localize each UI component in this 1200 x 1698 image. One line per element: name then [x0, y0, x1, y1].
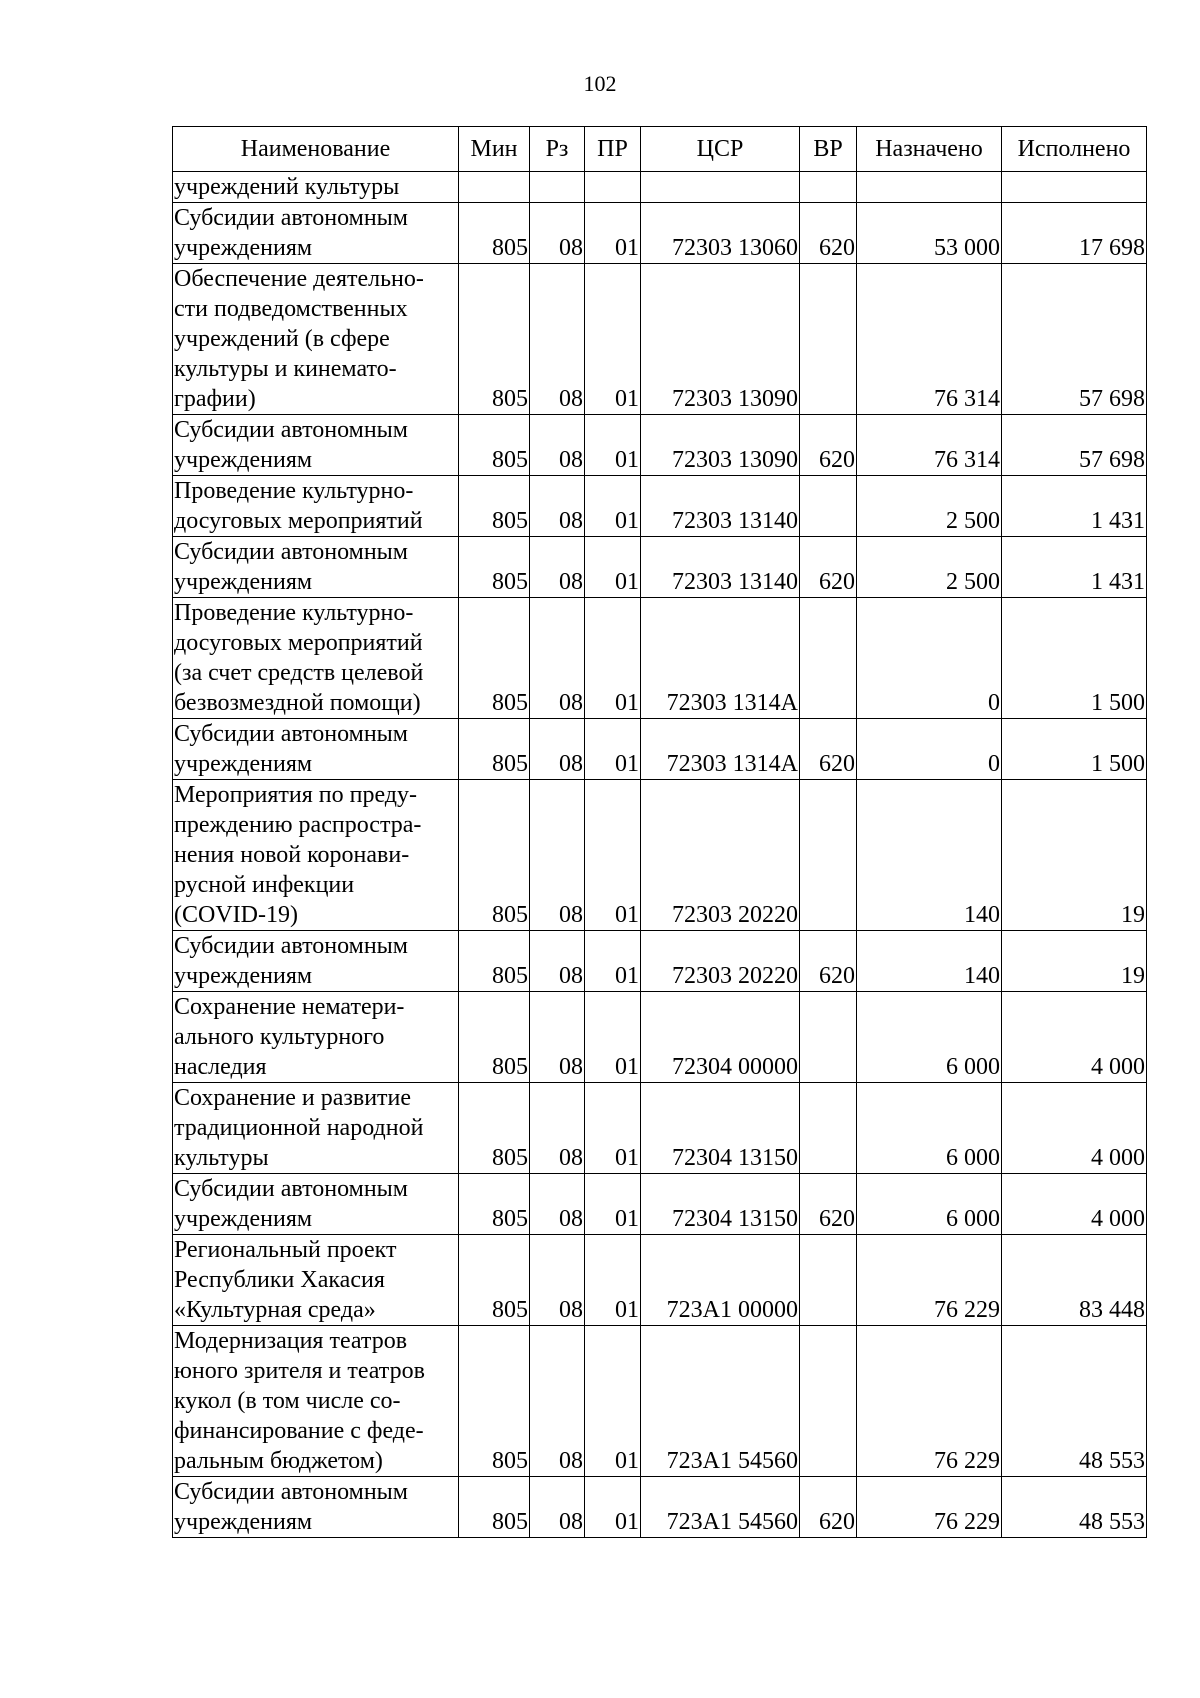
budget-table	[172, 126, 1147, 1538]
page-number: 102	[583, 71, 617, 96]
cell-executed: 19	[1002, 780, 1147, 931]
cell-vr	[800, 598, 857, 719]
cell-csr: 72303 13140	[641, 537, 800, 598]
cell-rz: 08	[530, 203, 585, 264]
cell-csr: 72304 00000	[641, 992, 800, 1083]
cell-name	[173, 719, 459, 780]
header-vr: ВР	[800, 127, 857, 172]
table-row	[173, 1326, 1147, 1477]
cell-min: 805	[459, 1235, 530, 1326]
cell-csr: 72303 20220	[641, 780, 800, 931]
row-label: Субсидии автономным учреждениям	[174, 1479, 408, 1535]
cell-assigned: 2 500	[857, 537, 1002, 598]
row-label: Сохранение и развитие традиционной народной культуры	[174, 1085, 424, 1171]
row-label: Проведение культурно- досуговых мероприятий	[174, 478, 423, 534]
cell-min: 805	[459, 415, 530, 476]
cell-name	[173, 415, 459, 476]
table-row	[173, 415, 1147, 476]
table-row	[173, 476, 1147, 537]
cell-name	[173, 1083, 459, 1174]
cell-name	[173, 172, 459, 203]
cell-executed: 48 553	[1002, 1326, 1147, 1477]
cell-csr: 72303 13060	[641, 203, 800, 264]
cell-pr: 01	[585, 1477, 641, 1538]
row-label: Субсидии автономным учреждениям	[174, 417, 408, 473]
header-assigned: Назначено	[857, 127, 1002, 172]
cell-executed: 4 000	[1002, 1174, 1147, 1235]
cell-name	[173, 1235, 459, 1326]
cell-assigned: 76 314	[857, 415, 1002, 476]
cell-executed: 83 448	[1002, 1235, 1147, 1326]
cell-pr: 01	[585, 719, 641, 780]
cell-rz: 08	[530, 537, 585, 598]
cell-vr	[800, 264, 857, 415]
table-row	[173, 264, 1147, 415]
table-row	[173, 203, 1147, 264]
cell-rz: 08	[530, 719, 585, 780]
cell-vr	[800, 476, 857, 537]
cell-min: 805	[459, 780, 530, 931]
row-label: Субсидии автономным учреждениям	[174, 205, 408, 261]
cell-csr: 72303 20220	[641, 931, 800, 992]
table-row	[173, 172, 1147, 203]
row-label: Проведение культурно- досуговых мероприятий (за счет средств целевой безвозмездной помощи)	[174, 600, 424, 716]
row-label: Модернизация театров юного зрителя и театров кукол (в том числе со- финансирование с феде- ральным бюджетом)	[174, 1328, 425, 1474]
cell-rz	[530, 172, 585, 203]
cell-min: 805	[459, 203, 530, 264]
cell-rz: 08	[530, 1477, 585, 1538]
cell-min: 805	[459, 719, 530, 780]
table-row	[173, 598, 1147, 719]
cell-rz: 08	[530, 931, 585, 992]
cell-assigned	[857, 172, 1002, 203]
cell-pr	[585, 172, 641, 203]
cell-pr: 01	[585, 476, 641, 537]
table-row	[173, 1174, 1147, 1235]
cell-rz: 08	[530, 1235, 585, 1326]
row-label: Субсидии автономным учреждениям	[174, 539, 408, 595]
cell-name	[173, 537, 459, 598]
table-row	[173, 537, 1147, 598]
cell-csr: 72303 1314А	[641, 598, 800, 719]
cell-rz: 08	[530, 992, 585, 1083]
cell-assigned: 6 000	[857, 1174, 1002, 1235]
cell-assigned: 0	[857, 598, 1002, 719]
cell-assigned: 2 500	[857, 476, 1002, 537]
cell-pr: 01	[585, 415, 641, 476]
cell-vr: 620	[800, 931, 857, 992]
header-csr: ЦСР	[641, 127, 800, 172]
cell-assigned: 76 314	[857, 264, 1002, 415]
row-label: Субсидии автономным учреждениям	[174, 933, 408, 989]
cell-assigned: 76 229	[857, 1477, 1002, 1538]
cell-executed: 48 553	[1002, 1477, 1147, 1538]
cell-rz: 08	[530, 598, 585, 719]
header-name: Наименование	[173, 127, 459, 172]
table-row	[173, 1083, 1147, 1174]
cell-vr: 620	[800, 719, 857, 780]
cell-vr	[800, 1083, 857, 1174]
cell-vr	[800, 1326, 857, 1477]
header-rz: Рз	[530, 127, 585, 172]
cell-name	[173, 931, 459, 992]
cell-executed	[1002, 172, 1147, 203]
cell-csr	[641, 172, 800, 203]
cell-csr: 72303 1314А	[641, 719, 800, 780]
cell-pr: 01	[585, 1326, 641, 1477]
cell-rz: 08	[530, 1174, 585, 1235]
cell-vr	[800, 172, 857, 203]
row-label: Субсидии автономным учреждениям	[174, 721, 408, 777]
cell-executed: 1 500	[1002, 598, 1147, 719]
cell-executed: 4 000	[1002, 1083, 1147, 1174]
cell-executed: 1 500	[1002, 719, 1147, 780]
cell-vr	[800, 780, 857, 931]
cell-vr: 620	[800, 1477, 857, 1538]
cell-csr: 723А1 00000	[641, 1235, 800, 1326]
cell-min	[459, 172, 530, 203]
cell-rz: 08	[530, 1326, 585, 1477]
cell-name	[173, 476, 459, 537]
cell-assigned: 140	[857, 780, 1002, 931]
cell-rz: 08	[530, 476, 585, 537]
cell-name	[173, 992, 459, 1083]
cell-vr	[800, 1235, 857, 1326]
cell-vr: 620	[800, 415, 857, 476]
cell-assigned: 53 000	[857, 203, 1002, 264]
cell-csr: 72304 13150	[641, 1174, 800, 1235]
cell-pr: 01	[585, 264, 641, 415]
cell-assigned: 6 000	[857, 1083, 1002, 1174]
cell-assigned: 0	[857, 719, 1002, 780]
cell-min: 805	[459, 264, 530, 415]
row-label: Субсидии автономным учреждениям	[174, 1176, 408, 1232]
row-label: Мероприятия по преду- преждению распростра- нения новой коронави- русной инфекции (COVID-19)	[174, 782, 422, 928]
cell-name	[173, 1174, 459, 1235]
cell-pr: 01	[585, 1083, 641, 1174]
cell-csr: 72303 13090	[641, 415, 800, 476]
table-row	[173, 1235, 1147, 1326]
cell-csr: 72303 13140	[641, 476, 800, 537]
cell-rz: 08	[530, 415, 585, 476]
cell-min: 805	[459, 537, 530, 598]
cell-executed: 19	[1002, 931, 1147, 992]
cell-rz: 08	[530, 264, 585, 415]
cell-executed: 1 431	[1002, 537, 1147, 598]
cell-min: 805	[459, 992, 530, 1083]
cell-min: 805	[459, 476, 530, 537]
cell-vr: 620	[800, 203, 857, 264]
cell-pr: 01	[585, 1174, 641, 1235]
cell-pr: 01	[585, 598, 641, 719]
cell-rz: 08	[530, 1083, 585, 1174]
cell-min: 805	[459, 931, 530, 992]
cell-name	[173, 203, 459, 264]
cell-assigned: 140	[857, 931, 1002, 992]
table-header	[173, 127, 1147, 172]
cell-executed: 57 698	[1002, 415, 1147, 476]
cell-executed: 57 698	[1002, 264, 1147, 415]
table-row	[173, 1477, 1147, 1538]
header-pr: ПР	[585, 127, 641, 172]
cell-vr: 620	[800, 537, 857, 598]
row-label: Обеспечение деятельно- сти подведомственных учреждений (в сфере культуры и кинемато- графии)	[174, 266, 424, 412]
cell-name	[173, 780, 459, 931]
cell-pr: 01	[585, 537, 641, 598]
table-row	[173, 719, 1147, 780]
header-executed: Исполнено	[1002, 127, 1147, 172]
cell-assigned: 76 229	[857, 1326, 1002, 1477]
cell-name	[173, 598, 459, 719]
cell-min: 805	[459, 598, 530, 719]
row-label: учреждений культуры	[174, 174, 400, 200]
cell-name	[173, 1326, 459, 1477]
cell-executed: 4 000	[1002, 992, 1147, 1083]
cell-pr: 01	[585, 931, 641, 992]
cell-pr: 01	[585, 203, 641, 264]
cell-pr: 01	[585, 1235, 641, 1326]
cell-name	[173, 264, 459, 415]
cell-csr: 72304 13150	[641, 1083, 800, 1174]
cell-name	[173, 1477, 459, 1538]
cell-assigned: 6 000	[857, 992, 1002, 1083]
cell-pr: 01	[585, 780, 641, 931]
cell-min: 805	[459, 1477, 530, 1538]
header-min: Мин	[459, 127, 530, 172]
cell-assigned: 76 229	[857, 1235, 1002, 1326]
cell-rz: 08	[530, 780, 585, 931]
cell-executed: 1 431	[1002, 476, 1147, 537]
cell-executed: 17 698	[1002, 203, 1147, 264]
cell-csr: 72303 13090	[641, 264, 800, 415]
cell-pr: 01	[585, 992, 641, 1083]
table-row	[173, 931, 1147, 992]
cell-vr: 620	[800, 1174, 857, 1235]
cell-csr: 723А1 54560	[641, 1326, 800, 1477]
cell-min: 805	[459, 1174, 530, 1235]
table-row	[173, 780, 1147, 931]
table-body	[173, 172, 1147, 1538]
cell-min: 805	[459, 1083, 530, 1174]
row-label: Сохранение нематери- ального культурного наследия	[174, 994, 405, 1080]
cell-csr: 723А1 54560	[641, 1477, 800, 1538]
table-row	[173, 992, 1147, 1083]
cell-min: 805	[459, 1326, 530, 1477]
row-label: Региональный проект Республики Хакасия «Культурная среда»	[174, 1237, 397, 1323]
cell-vr	[800, 992, 857, 1083]
